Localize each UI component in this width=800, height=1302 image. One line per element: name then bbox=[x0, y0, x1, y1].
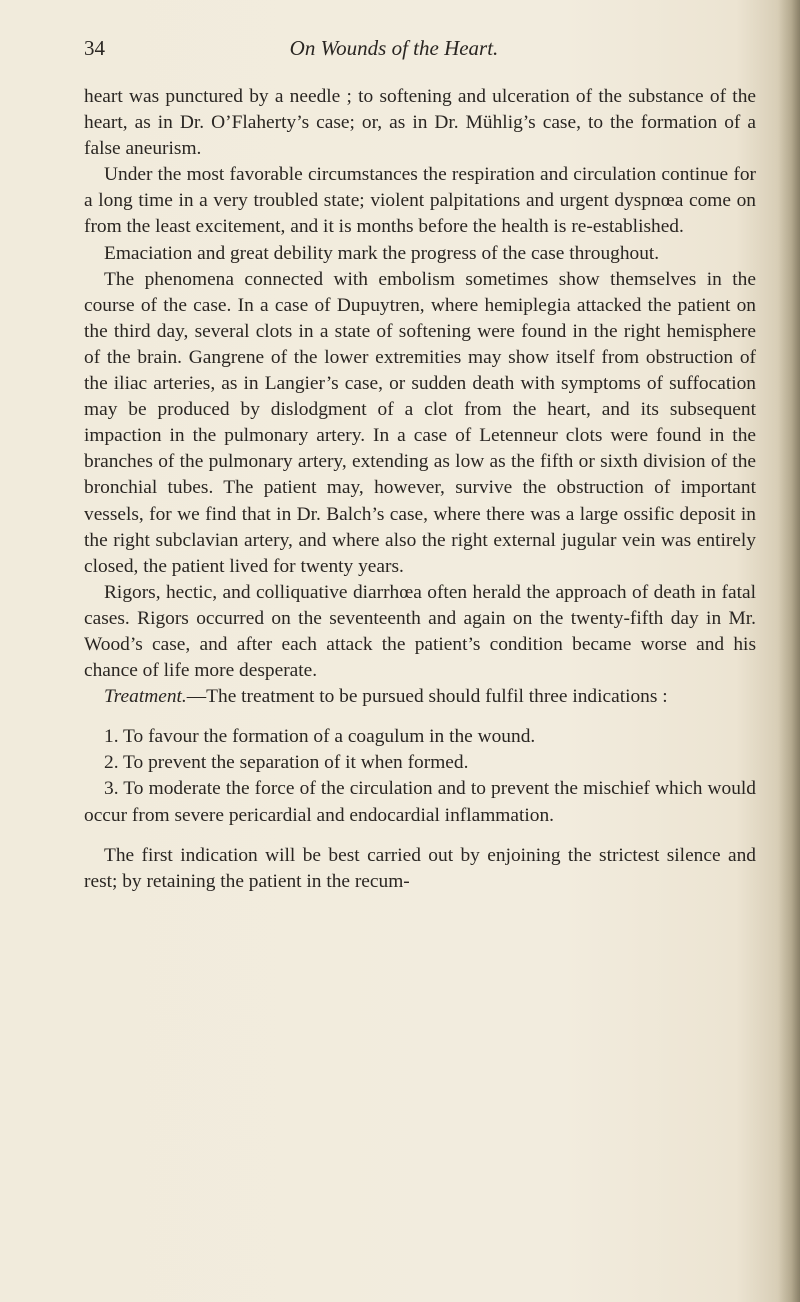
indication-item: 1. To favour the formation of a coagulum in the wound. bbox=[104, 726, 536, 748]
page-header bbox=[84, 34, 744, 64]
closing-paragraph: The first indication will be best carried out by enjoining the strictest silence and rest; by retaining the patient in the recum- bbox=[84, 844, 756, 892]
page-number: 34 bbox=[84, 36, 105, 60]
paragraph: heart was punctured by a needle ; to softening and ulceration of the substance of the heart, as in Dr. O’Flaherty’s case; or, as in Dr. Mühlig’s case, to the formation of a false aneurism. bbox=[84, 86, 756, 160]
treatment-label: Treatment. bbox=[104, 686, 187, 708]
indication-item: 3. To moderate the force of the circulation and to prevent the mischief which would occur from severe pericardial and endocardial inflammation. bbox=[84, 778, 756, 826]
indication-item: 2. To prevent the separation of it when formed. bbox=[104, 752, 469, 774]
treatment-paragraph bbox=[84, 684, 756, 710]
paragraph: Emaciation and great debility mark the progress of the case throughout. bbox=[104, 242, 660, 264]
body-text bbox=[84, 84, 756, 895]
paragraph: The phenomena connected with embolism sometimes show themselves in the course of the case. In a case of Dupuytren, where hemiplegia attacked the patient on the third day, several clots in a state of softening were found in the right hemisphere of the brain. Gangrene of the lower extremities may show itself from obstruction of the iliac arteries, as in Langier’s case, or sudden death with symptoms of suffocation may be produced by dislodgment of a clot from the heart, and its subsequent impaction in the pulmonary artery. In a case of Letenneur clots were found in the branches of the pulmonary artery, extending as low as the fifth or sixth division of the bronchial tubes. The patient may, however, survive the obstruction of important vessels, for we find that in Dr. Balch’s case, where there was a large ossific deposit in the right subclavian artery, and where also the right external jugular vein was entirely closed, the patient lived for twenty years. bbox=[84, 268, 756, 577]
treatment-text: —The treatment to be pursued should fulfil three indications : bbox=[186, 686, 668, 708]
page-edge-shadow bbox=[778, 0, 800, 1302]
running-title: On Wounds of the Heart. bbox=[289, 36, 499, 60]
paragraph: Under the most favorable circumstances the respiration and circulation continue for a long time in a very troubled state; violent palpitations and urgent dyspnœa come on from the least excitement, and it is months before the health is re-established. bbox=[84, 164, 756, 238]
paragraph: Rigors, hectic, and colliquative diarrhœa often herald the approach of death in fatal cases. Rigors occurred on the seventeenth and again on the twenty-fifth day in Mr. Wood’s case, and after each attack the patient’s condition became worse and his chance of life more desperate. bbox=[84, 581, 756, 682]
